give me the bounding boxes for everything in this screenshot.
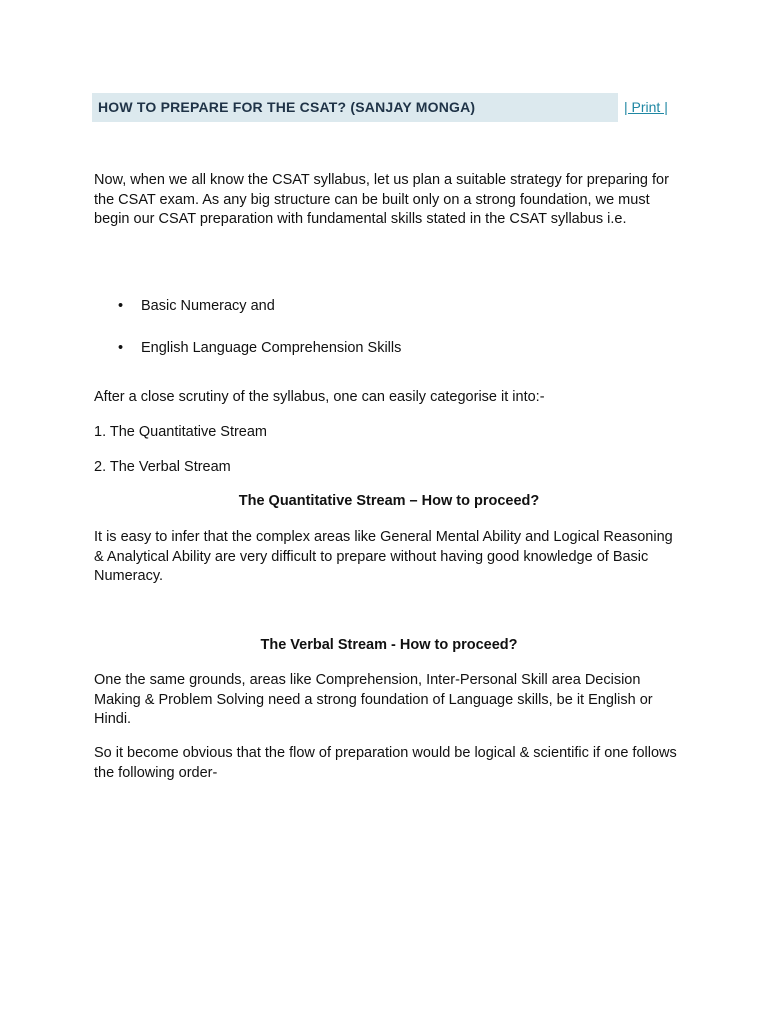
- intro-paragraph: Now, when we all know the CSAT syllabus, let us plan a suitable strategy for preparing for the CSAT exam. As any big structure can be built only on a strong foundation, we must begin our CSAT preparation with fundamental skills stated in the CSAT syllabus i.e.: [94, 172, 669, 227]
- bullet-icon: •: [118, 298, 124, 314]
- bullet-icon: •: [118, 340, 124, 356]
- stream-quantitative: 1. The Quantitative Stream: [94, 424, 268, 440]
- list-item-text: English Language Comprehension Skills: [141, 340, 402, 356]
- list-item-text: Basic Numeracy and: [141, 298, 275, 314]
- verbal-heading: The Verbal Stream - How to proceed?: [260, 637, 518, 653]
- quantitative-paragraph: It is easy to infer that the complex areas like General Mental Ability and Logical Reasoning & Analytical Ability are very difficult to prepare without having good knowledge of Basic Numeracy.: [94, 529, 673, 584]
- categorise-paragraph: After a close scrutiny of the syllabus, one can easily categorise it into:-: [94, 389, 545, 405]
- print-link[interactable]: | Print |: [624, 99, 668, 115]
- list-item: [118, 297, 275, 317]
- conclusion-paragraph: So it become obvious that the flow of preparation would be logical & scientific if one follows the following order-: [94, 745, 677, 781]
- page-title: HOW TO PREPARE FOR THE CSAT? (SANJAY MONGA): [98, 99, 476, 115]
- list-item: [118, 339, 401, 359]
- verbal-paragraph: One the same grounds, areas like Comprehension, Inter-Personal Skill area Decision Making & Problem Solving need a strong foundation of Language skills, be it English or Hindi.: [94, 672, 653, 727]
- quantitative-heading: The Quantitative Stream – How to proceed?: [238, 493, 540, 509]
- stream-verbal: 2. The Verbal Stream: [94, 459, 231, 475]
